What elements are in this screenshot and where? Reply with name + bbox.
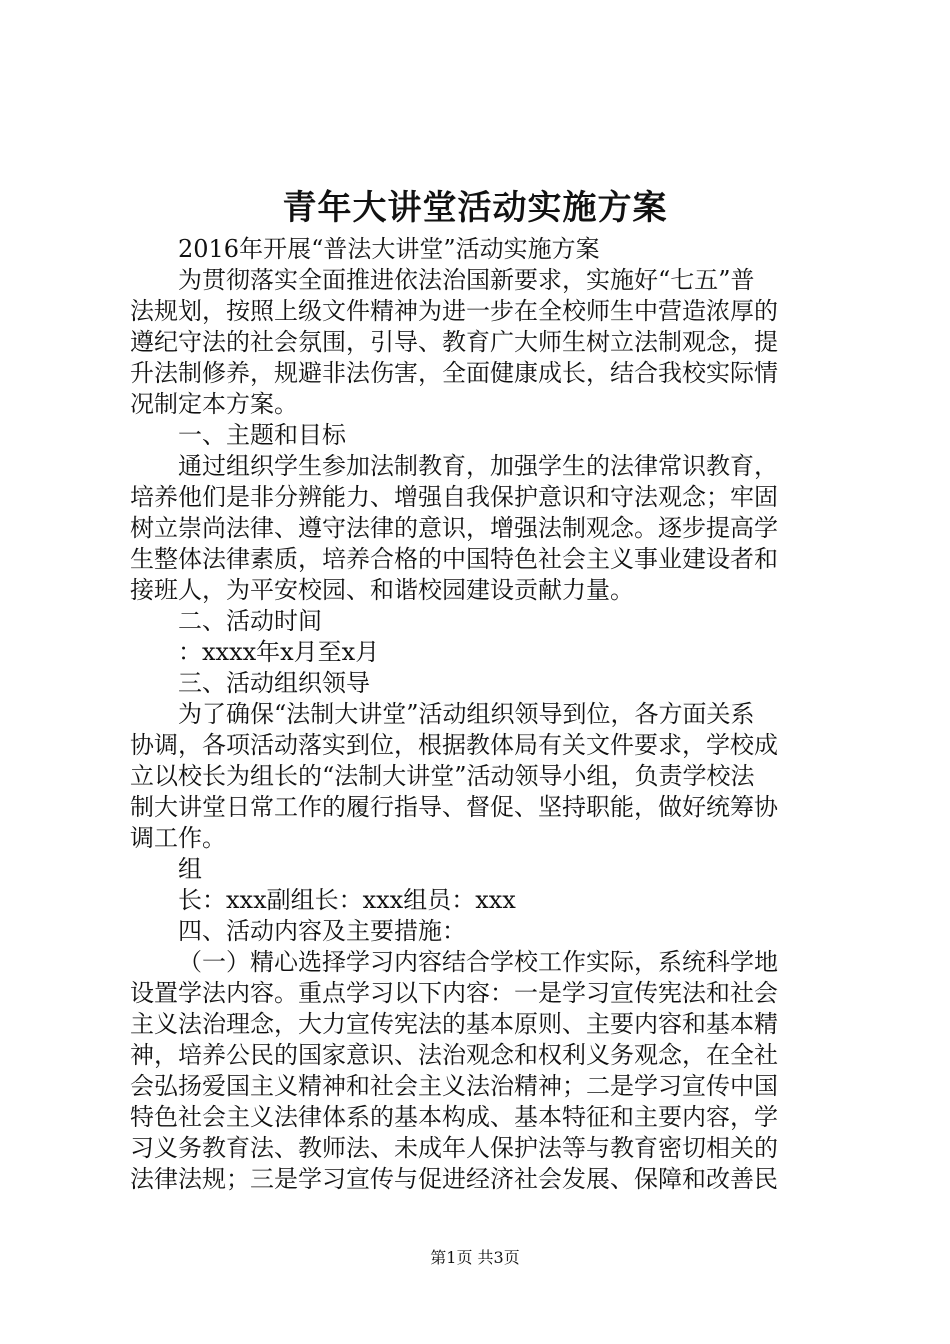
body-line: 立以校长为组长的“法制大讲堂”活动领导小组，负责学校法 xyxy=(130,762,755,790)
body-line: ：xxxx年x月至x月 xyxy=(178,638,380,666)
document-title: 青年大讲堂活动实施方案 xyxy=(282,188,668,228)
section-heading: 三、活动组织领导 xyxy=(178,669,370,697)
body-line: 生整体法律素质，培养合格的中国特色社会主义事业建设者和 xyxy=(130,545,778,573)
section-heading: 一、主题和目标 xyxy=(178,421,346,449)
body-line: 长：xxx副组长：xxx组员：xxx xyxy=(178,886,516,914)
body-line: 接班人，为平安校园、和谐校园建设贡献力量。 xyxy=(130,576,634,604)
body-line: 况制定本方案。 xyxy=(130,390,298,418)
body-line: 会弘扬爱国主义精神和社会主义法治精神；二是学习宣传中国 xyxy=(130,1072,778,1100)
body-line: 2016年开展“普法大讲堂”活动实施方案 xyxy=(178,235,600,263)
body-line: 神，培养公民的国家意识、法治观念和权利义务观念，在全社 xyxy=(130,1041,778,1069)
section-heading: 四、活动内容及主要措施： xyxy=(178,917,466,945)
section-heading: 二、活动时间 xyxy=(178,607,322,635)
body-line: 习义务教育法、教师法、未成年人保护法等与教育密切相关的 xyxy=(130,1134,778,1162)
page-number-footer: 第1页 共3页 xyxy=(430,1248,520,1267)
body-line: 组 xyxy=(178,855,202,883)
body-line: 升法制修养，规避非法伤害，全面健康成长，结合我校实际情 xyxy=(130,359,778,387)
body-line: 法规划，按照上级文件精神为进一步在全校师生中营造浓厚的 xyxy=(130,297,778,325)
body-line: 主义法治理念，大力宣传宪法的基本原则、主要内容和基本精 xyxy=(130,1010,778,1038)
document-body xyxy=(130,234,830,1195)
body-line: 培养他们是非分辨能力、增强自我保护意识和守法观念；牢固 xyxy=(130,483,778,511)
body-line: （一）精心选择学习内容结合学校工作实际，系统科学地 xyxy=(178,948,778,976)
body-line: 特色社会主义法律体系的基本构成、基本特征和主要内容，学 xyxy=(130,1103,778,1131)
body-line: 设置学法内容。重点学习以下内容：一是学习宣传宪法和社会 xyxy=(130,979,778,1007)
body-line: 通过组织学生参加法制教育，加强学生的法律常识教育， xyxy=(178,452,778,480)
body-line: 树立崇尚法律、遵守法律的意识，增强法制观念。逐步提高学 xyxy=(130,514,778,542)
body-line: 制大讲堂日常工作的履行指导、督促、坚持职能，做好统筹协 xyxy=(130,793,778,821)
body-line: 协调，各项活动落实到位，根据教体局有关文件要求，学校成 xyxy=(130,731,778,759)
body-line: 调工作。 xyxy=(130,824,226,852)
body-line: 法律法规；三是学习宣传与促进经济社会发展、保障和改善民 xyxy=(130,1165,778,1193)
body-line: 为了确保“法制大讲堂”活动组织领导到位，各方面关系 xyxy=(178,700,755,728)
body-line: 遵纪守法的社会氛围，引导、教育广大师生树立法制观念，提 xyxy=(130,328,778,356)
body-line: 为贯彻落实全面推进依法治国新要求，实施好“七五”普 xyxy=(178,266,755,294)
